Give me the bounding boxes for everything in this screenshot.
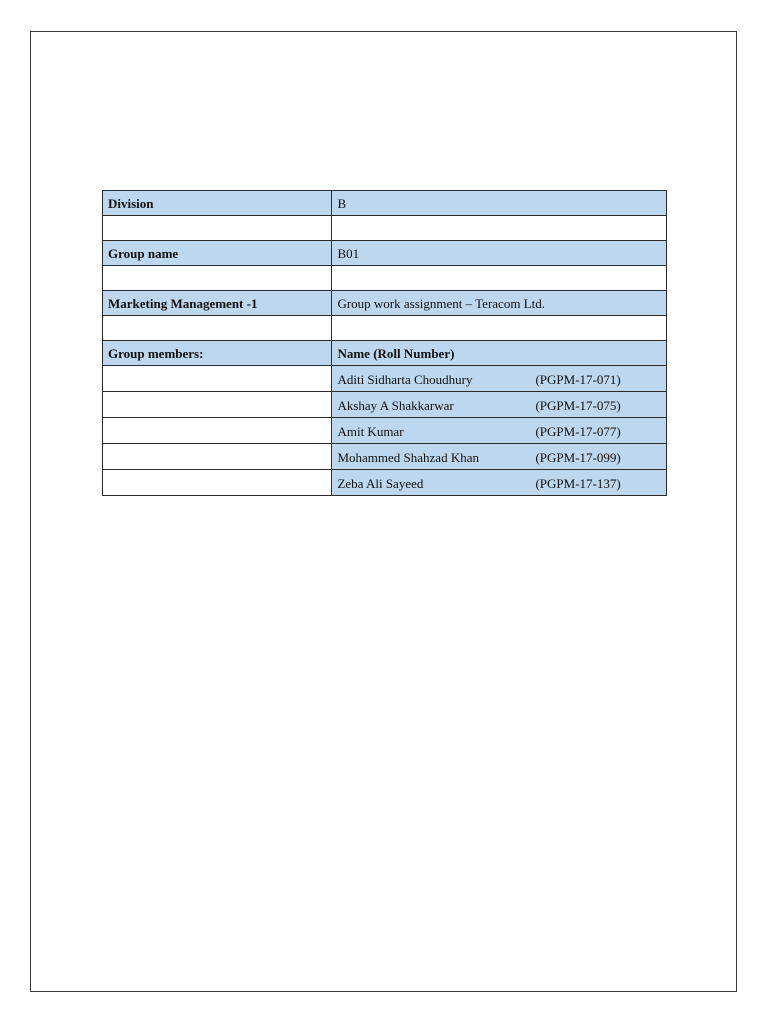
empty-cell [103,444,332,470]
member-roll-number: (PGPM-17-099) [535,450,621,465]
members-header-value: Name (Roll Number) [332,341,667,366]
group-name-label: Group name [103,241,332,266]
empty-cell [103,266,332,291]
member-roll-number: (PGPM-17-077) [535,424,621,439]
empty-cell [103,392,332,418]
course-row [103,291,667,316]
page-border [30,31,737,992]
member-row [103,444,667,470]
division-value: B [332,191,667,216]
member-roll-number: (PGPM-17-071) [535,372,621,387]
member-row [103,392,667,418]
empty-cell [103,366,332,392]
member-name: Aditi Sidharta Choudhury [337,372,473,387]
member-name: Mohammed Shahzad Khan [337,450,479,465]
member-row [103,470,667,496]
member-cell [332,444,667,470]
member-name: Zeba Ali Sayeed [337,476,424,491]
course-label: Marketing Management -1 [103,291,332,316]
empty-cell [103,216,332,241]
member-row [103,418,667,444]
division-row [103,191,667,216]
empty-cell [332,216,667,241]
member-name: Amit Kumar [337,424,404,439]
group-name-value: B01 [332,241,667,266]
group-name-row [103,241,667,266]
member-cell [332,470,667,496]
members-header-label: Group members: [103,341,332,366]
member-name: Akshay A Shakkarwar [337,398,454,413]
members-header-row [103,341,667,366]
group-info-table [102,190,667,496]
empty-cell [103,418,332,444]
empty-cell [332,266,667,291]
member-cell [332,366,667,392]
member-roll-number: (PGPM-17-137) [535,476,621,491]
spacer-row [103,266,667,291]
member-roll-number: (PGPM-17-075) [535,398,621,413]
course-value: Group work assignment – Teracom Ltd. [332,291,667,316]
empty-cell [103,470,332,496]
member-cell [332,392,667,418]
empty-cell [332,316,667,341]
division-label: Division [103,191,332,216]
member-cell [332,418,667,444]
member-row [103,366,667,392]
spacer-row [103,216,667,241]
spacer-row [103,316,667,341]
empty-cell [103,316,332,341]
